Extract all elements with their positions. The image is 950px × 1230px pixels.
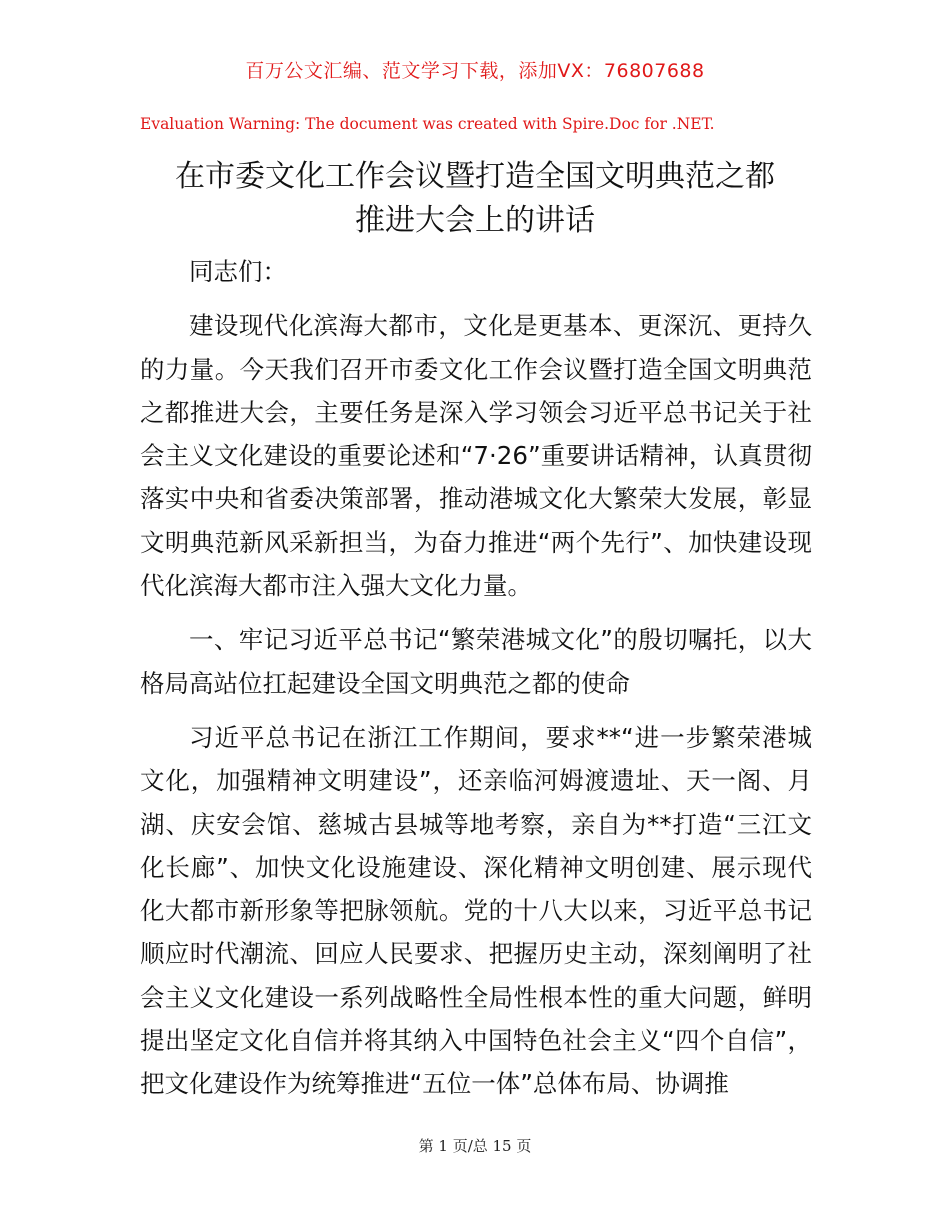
paragraph-section-1: 习近平总书记在浙江工作期间，要求**“进一步繁荣港城文化，加强精神文明建设”，还亲临河姆渡遗址、天一阁、月湖、庆安会馆、慈城古县城等地考察，亲自为**打造“三江文化长廊”、加快文化设施建设、深化精神文明创建、展示现代化大都市新形象等把脉领航。党的十八大以来，习近平总书记顺应时代潮流、回应人民要求、把握历史主动，深刻阐明了社会主义文化建设一系列战略性全局性根本性的重大问题，鲜明提出坚定文化自信并将其纳入中国特色社会主义“四个自信”，把文化建设作为统筹推进“五位一体”总体布局、协调推	[140, 722, 812, 1099]
title-line-1: 在市委文化工作会议暨打造全国文明典范之都	[175, 159, 775, 194]
salutation: 同志们：	[189, 257, 287, 286]
title-line-2: 推进大会上的讲话	[355, 203, 595, 238]
paragraph-intro: 建设现代化滨海大都市，文化是更基本、更深沉、更持久的力量。今天我们召开市委文化工作会议暨打造全国文明典范之都推进大会，主要任务是深入学习领会习近平总书记关于社会主义文化建设的重要论述和“7·26”重要讲话精神，认真贯彻落实中央和省委决策部署，推动港城文化大繁荣大发展，彰显文明典范新风采新担当，为奋力推进“两个先行”、加快建设现代化滨海大都市注入强大文化力量。	[140, 311, 812, 601]
page-indicator: 第 1 页/总 15 页	[418, 1137, 532, 1155]
document-body	[140, 250, 812, 1117]
document-title	[100, 155, 850, 243]
section-heading-1: 一、牢记习近平总书记“繁荣港城文化”的殷切嘱托，以大格局高站位扛起建设全国文明典范之都的使命	[140, 625, 812, 698]
header-banner: 百万公文汇编、范文学习下载，添加VX：76807688	[245, 60, 705, 82]
evaluation-warning: Evaluation Warning: The document was created with Spire.Doc for .NET.	[140, 115, 715, 133]
